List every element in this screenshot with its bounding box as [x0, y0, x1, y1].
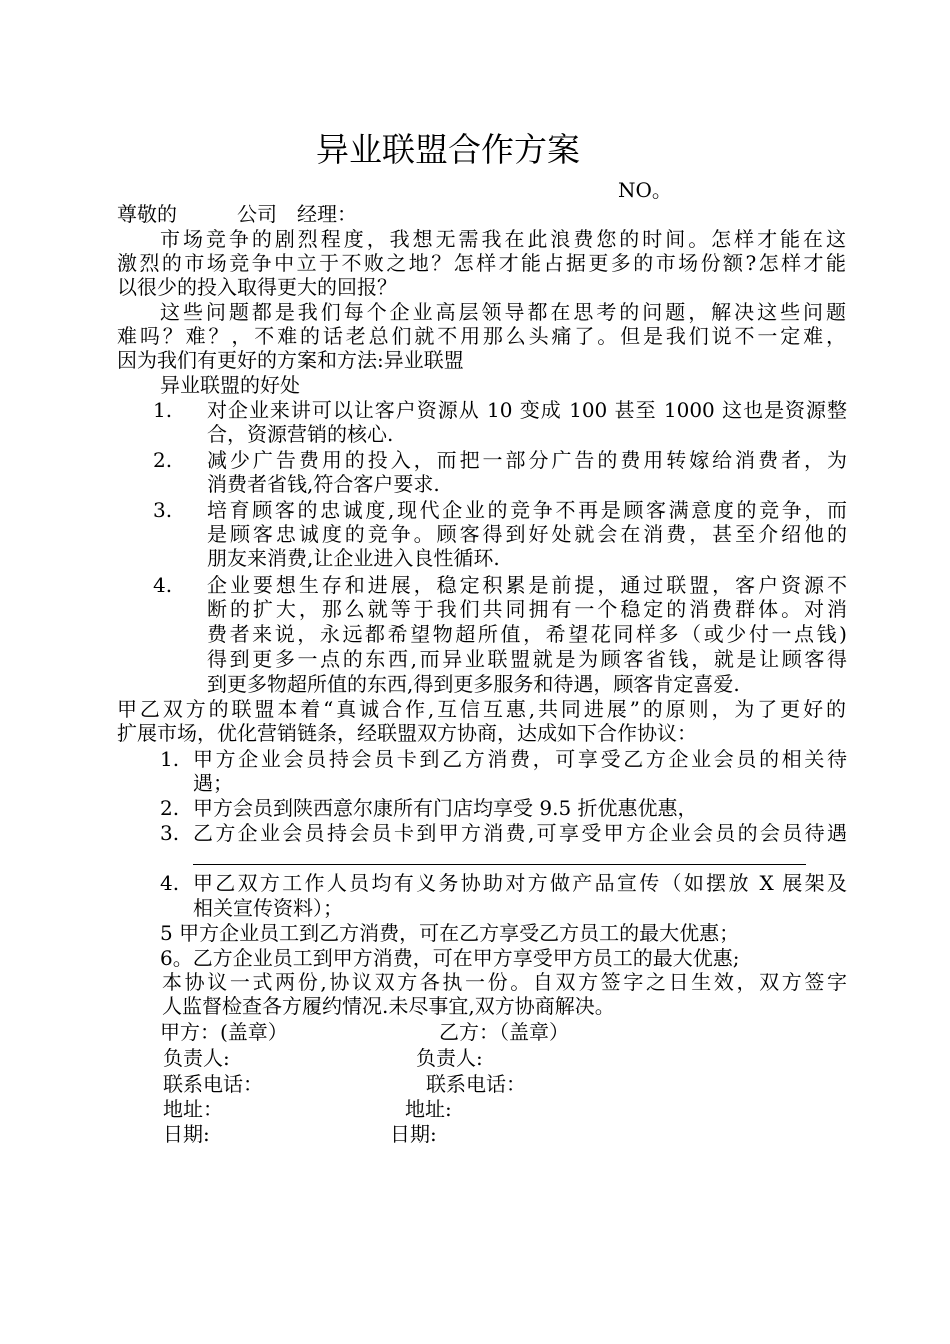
- intro-p2-line: 因为我们有更好的方案和方法:异业联盟: [117, 348, 464, 372]
- party-b-person: 负责人:: [416, 1046, 483, 1070]
- agreement-intro-line: 扩展市场，优化营销链条，经联盟双方协商，达成如下合作协议：: [117, 721, 697, 745]
- blank-underline: [193, 864, 806, 865]
- benefit-line: 消费者省钱,符合客户要求.: [207, 472, 440, 496]
- party-a-address: 地址：: [163, 1097, 223, 1121]
- document-number: NO。: [618, 178, 672, 202]
- closing-line: 本协议一式两份,协议双方各执一份。自双方签字之日生效，双方签字: [162, 970, 847, 994]
- agreement-intro-line: 甲乙双方的联盟本着“真诚合作,互信互惠,共同进展”的原则，为了更好的: [117, 697, 846, 721]
- intro-p2-line: 难吗？难？，不难的话老总们就不用那么头痛了。但是我们说不一定难，: [117, 324, 846, 348]
- party-a-person: 负责人:: [163, 1046, 230, 1070]
- agreement-item-6: 6。乙方企业员工到甲方消费，可在甲方享受甲方员工的最大优惠;: [160, 946, 740, 970]
- benefit-number: 2.: [153, 448, 173, 472]
- intro-p1-line: 激烈的市场竞争中立于不败之地？怎样才能占据更多的市场份额?怎样才能: [117, 251, 846, 275]
- intro-p1-line: 以很少的投入取得更大的回报？: [117, 275, 397, 299]
- agreement-item-5: 5 甲方企业员工到乙方消费，可在乙方享受乙方员工的最大优惠；: [160, 921, 740, 945]
- agreement-line: 甲方企业会员持会员卡到乙方消费，可享受乙方企业会员的相关待: [193, 747, 847, 771]
- agreement-line: 甲方会员到陕西意尔康所有门店均享受 9.5 折优惠优惠，: [193, 796, 698, 820]
- benefit-line: 合，资源营销的核心.: [207, 422, 394, 446]
- benefits-heading: 异业联盟的好处: [160, 373, 300, 397]
- party-b-seal: 乙方：（盖章）: [439, 1020, 569, 1044]
- party-a-phone: 联系电话：: [163, 1072, 263, 1096]
- benefit-line: 断的扩大，那么就等于我们共同拥有一个稳定的消费群体。对消: [207, 597, 847, 621]
- agreement-line: 乙方企业会员持会员卡到甲方消费,可享受甲方企业会员的会员待遇: [193, 821, 847, 845]
- benefit-number: 4.: [153, 573, 173, 597]
- party-a-date: 日期:: [163, 1122, 210, 1146]
- benefit-line: 是顾客忠诚度的竞争。顾客得到好处就会在消费，甚至介绍他的: [207, 522, 847, 546]
- benefit-number: 1.: [153, 398, 173, 422]
- agreement-number: 2.: [160, 796, 180, 820]
- agreement-number: 4.: [160, 871, 180, 895]
- party-b-date: 日期:: [390, 1122, 437, 1146]
- agreement-line: 甲乙双方工作人员均有义务协助对方做产品宣传（如摆放 X 展架及: [193, 871, 847, 895]
- document-title: 异业联盟合作方案: [316, 130, 580, 169]
- intro-p1-line: 市场竞争的剧烈程度，我想无需我在此浪费您的时间。怎样才能在这: [160, 227, 846, 251]
- benefit-line: 费者来说，永远都希望物超所值，希望花同样多（或少付一点钱): [207, 622, 847, 646]
- agreement-number: 1.: [160, 747, 180, 771]
- benefit-line: 培育顾客的忠诚度,现代企业的竞争不再是顾客满意度的竞争，而: [207, 498, 847, 522]
- party-b-phone: 联系电话：: [426, 1072, 526, 1096]
- agreement-line: 遇；: [193, 771, 233, 795]
- agreement-line: 相关宣传资料）；: [193, 896, 343, 920]
- closing-line: 人监督检查各方履约情况.未尽事宜,双方协商解决。: [162, 994, 615, 1018]
- party-a-seal: 甲方：(盖章）: [160, 1020, 288, 1044]
- benefit-line: 朋友来消费,让企业进入良性循环.: [207, 546, 500, 570]
- benefit-number: 3.: [153, 498, 173, 522]
- benefit-line: 对企业来讲可以让客户资源从 10 变成 100 甚至 1000 这也是资源整: [207, 398, 847, 422]
- benefit-line: 得到更多一点的东西,而异业联盟就是为顾客省钱，就是让顾客得: [207, 647, 847, 671]
- benefit-line: 到更多物超所值的东西,得到更多服务和待遇，顾客肯定喜爱.: [207, 672, 740, 696]
- intro-p2-line: 这些问题都是我们每个企业高层领导都在思考的问题，解决这些问题: [160, 300, 846, 324]
- salutation: 尊敬的 公司 经理：: [117, 202, 357, 226]
- benefit-line: 减少广告费用的投入，而把一部分广告的费用转嫁给消费者，为: [207, 448, 847, 472]
- agreement-number: 3.: [160, 821, 180, 845]
- party-b-address: 地址:: [405, 1097, 452, 1121]
- benefit-line: 企业要想生存和进展，稳定积累是前提，通过联盟，客户资源不: [207, 573, 847, 597]
